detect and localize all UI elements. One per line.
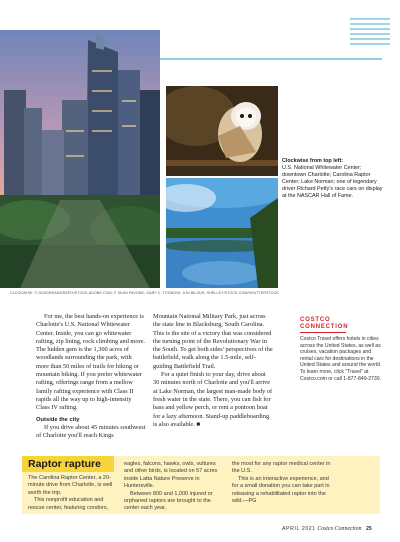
page-number: 25 — [365, 526, 372, 532]
caption-heading: Clockwise from top left: — [282, 158, 344, 164]
footer-date: APRIL 2021 — [282, 526, 316, 532]
article-column-2 — [153, 313, 273, 429]
raptor-rapture-box — [22, 456, 380, 516]
rapture-paragraph: eagles, falcons, hawks, owls, vultures and other birds, is located on 57 acres inside Latta Nature Preserve in Huntersville. — [124, 461, 218, 490]
rapture-paragraph: The Carolina Raptor Center, a 20-minute drive from Charlotte, is well worth the trip. — [28, 475, 113, 496]
costco-connection-sidebar — [300, 317, 384, 382]
article-paragraph: For me, the best hands-on experience is Charlotte's U.S. National Whitewater Center. Inside, you can go whitewater rafting, zip lining, rock climbing and more. The hidden gem is the 1,300 acres of woodlands surrounding the park, with more than 50 miles of trails for hiking or mountain biking. If you prefer whitewater rafting, offerings range from a mellow family rafting experience with Class II rapids all the way up to high-intensity Class IV rafting. — [36, 313, 145, 412]
rapture-column-2 — [124, 461, 224, 513]
top-rule — [160, 58, 382, 60]
article-paragraph: If you drive about 45 minutes southwest of Charlotte you'll reach Kings — [36, 423, 146, 439]
sidebar-rule — [300, 332, 346, 333]
sidebar-title-line1: COSTCO — [300, 317, 331, 323]
page-footer — [282, 526, 372, 532]
photo-downtown-charlotte — [0, 30, 160, 288]
rapture-column-1 — [28, 475, 116, 512]
sidebar-title-line2: CONNECTION — [300, 323, 349, 330]
article-paragraph: Mountain National Military Park, just across the state line in Blacksburg, South Carolina. This is the site of a victory that was considered the turning point of the Revolutionary War in the South. To get both sides' perspectives of the battlefield, walk along the 1.5-mile, self-guiding Battlefield Trail. — [153, 313, 273, 370]
rapture-paragraph: This nonprofit education and rescue center, featuring condors, — [28, 497, 109, 511]
photo-credit: CLOCKWISE: © DIGIDREAMGRAFIX/STOCK.ADOBE.COM; © SEAN PAVONE; GARY C. TOGNONI; JON BILOUS; SHELLEY/STOCK.COM/SHUTTERSTOCK — [10, 291, 279, 295]
article-column-1 — [36, 313, 146, 440]
section-heading: Outside the city — [36, 416, 80, 423]
sidebar-text: Costco Travel offers hotels in cities across the United States, as well as cruises, vacation packages and rental cars for destinations in the United States and around the world. To learn more, click "Travel" at Costco.com or call 1-877-849-2730. — [300, 336, 382, 382]
photo-barn-owl — [166, 86, 278, 176]
rapture-paragraph: the most for any raptor medical center in the U.S. — [232, 461, 331, 475]
footer-magazine: Costco Connection — [317, 526, 362, 532]
rapture-title: Raptor rapture — [28, 458, 101, 470]
photo-lake-norman — [166, 178, 278, 288]
rapture-paragraph: This is an interactive experience, and for a small donation you can take part in releasing a rehabilitated raptor into the wild.—PG — [232, 475, 330, 505]
article-paragraph: For a quiet finish to your day, drive about 30 minutes north of Charlotte and you'll arrive at Lake Norman, the largest man-made body of fresh water in the state. There, you can fish for bass and yellow perch, or rent a pontoon boat for a lazy afternoon. Stand-up paddleboarding is also available. ■ — [153, 371, 273, 428]
decorative-lines — [350, 18, 390, 48]
caption-text: U.S. National Whitewater Center; downtown Charlotte; Carolina Raptor Center; Lake Norman; one of legendary driver Richard Petty's race cars on display at the NASCAR Hall of Fame. — [282, 165, 383, 199]
rapture-column-3 — [232, 461, 332, 505]
rapture-paragraph: Between 800 and 1,000 injured or orphaned raptors are brought to the center each year, — [124, 490, 213, 512]
photo-caption — [282, 158, 386, 200]
